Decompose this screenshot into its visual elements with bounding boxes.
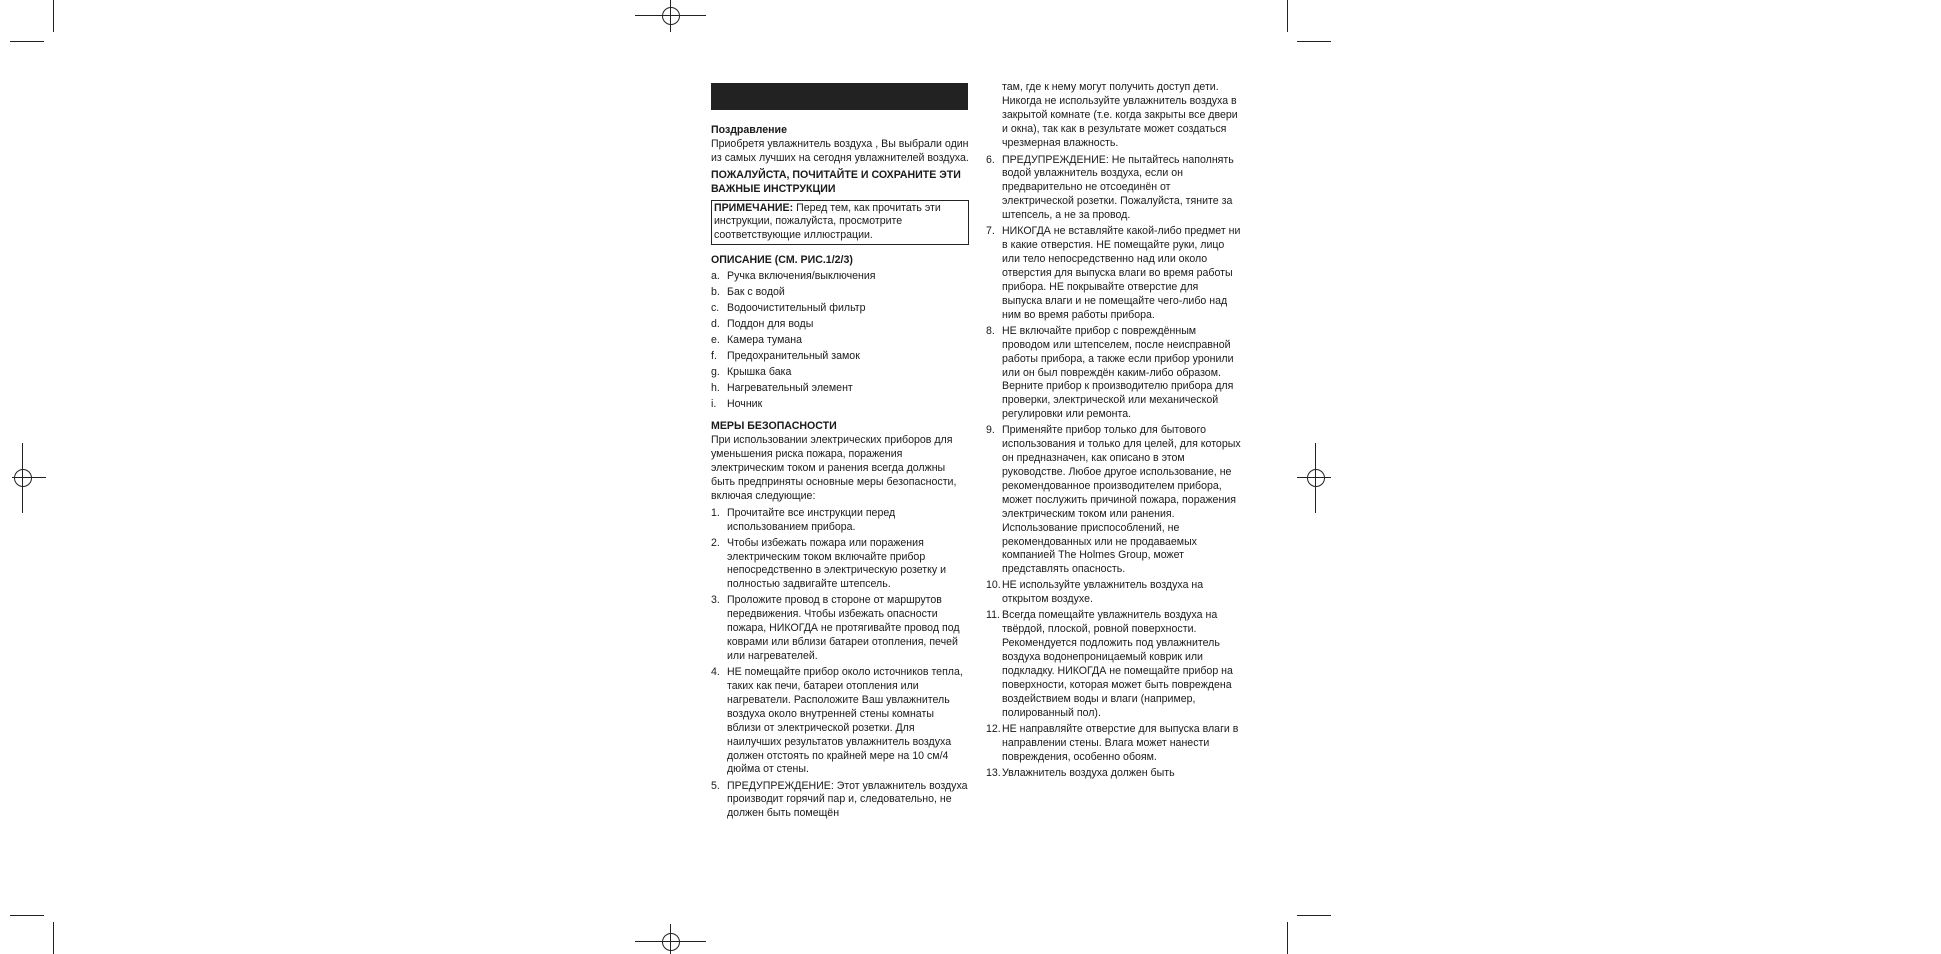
item-5-continuation: там, где к нему могут получить доступ дети. Никогда не используйте увлажнитель воздуха в закрытой комнате (т.е. когда закрыты все двери и окна), так как в результате может создаться чрезмерная влажность. — [1002, 81, 1238, 149]
description-list — [711, 270, 969, 412]
crop-mark — [1287, 922, 1288, 954]
list-item: e. Камера тумана — [711, 334, 803, 347]
safety-intro: При использовании электрических приборов для уменьшения риска пожара, поражения электрическим током и ранения всегда должны быть предприняты основные меры безопасности, включая следующие: — [711, 434, 957, 502]
list-item: i. Ночник — [711, 398, 763, 411]
list-item: c. Водоочистительный фильтр — [711, 302, 866, 315]
list-item: 1. Прочитайте все инструкции перед использованием прибора. — [711, 506, 896, 533]
crop-mark — [53, 0, 54, 32]
crop-mark — [1287, 0, 1288, 32]
list-item: 6. ПРЕДУПРЕЖДЕНИЕ: Не пытайтесь наполнять водой увлажнитель воздуха, если он предварительно не отсоединён от электрической розетки. Пожалуйста, тяните за штепсель, а не за провод. — [986, 153, 1234, 222]
list-item: 3. Проложите провод в стороне от маршрутов передвижения. Чтобы избежать опасности пожара, НИКОГДА не протягивайте провод под коврами или вблизи батареи отопления, печей или нагревателей. — [711, 594, 960, 663]
intro-text: Приобретя увлажнитель воздуха , Вы выбрали один из самых лучших на сегодня увлажнителей воздуха. — [711, 137, 969, 164]
list-item: 11. Всегда помещайте увлажнитель воздуха на твёрдой, плоской, ровной поверхности. Рекомендуется подложить под увлажнитель воздуха водонепроницаемый коврик или подкладку. НИКОГДА не помещайте прибор на поверхности, которая может быть повреждена воздействием воды и влаги (например, полированный пол). — [986, 609, 1233, 719]
list-item: 5. ПРЕДУПРЕЖДЕНИЕ: Этот увлажнитель воздуха производит горячий пар и, следовательно, не должен быть помещён — [711, 779, 968, 820]
intro-title: Поздравление — [711, 124, 787, 136]
list-item: 12. НЕ направляйте отверстие для выпуска влаги в направлении стены. Влага может нанести повреждения, особенно обоям. — [986, 722, 1239, 763]
list-item: 4. НЕ помещайте прибор около источников тепла, таких как печи, батареи отопления или нагреватели. Расположите Ваш увлажнитель воздуха около внутренней стены комнаты вблизи от электрической розетки. Для наилучших результатов увлажнитель воздуха должен отстоять по крайней мере на 10 см/4 дюйма от стены. — [711, 666, 963, 776]
safety-list-right — [986, 154, 1241, 781]
description-heading: ОПИСАНИЕ (СМ. РИС.1/2/3) — [711, 254, 853, 267]
registration-circle-bottom — [662, 933, 680, 951]
registration-circle-left — [14, 469, 32, 487]
list-item: f. Предохранительный замок — [711, 350, 860, 363]
registration-circle-top — [662, 7, 680, 25]
list-item: 9. Применяйте прибор только для бытового использования и только для целей, для которых он предназначен, как описано в этом руководстве. Любое другое использование, не рекомендованное производителем прибора, может послужить причиной пожара, поражения электрическим током или ранения. Использование приспособлений, не рекомендованных или не продаваемых компанией The Holmes Group, может представлять опасность. — [986, 424, 1241, 576]
safety-heading: МЕРЫ БЕЗОПАСНОСТИ — [711, 420, 837, 433]
crop-mark — [10, 915, 44, 916]
list-item: 10. НЕ используйте увлажнитель воздуха на открытом воздухе. — [986, 579, 1204, 606]
crop-mark — [1297, 41, 1331, 42]
list-item: 7. НИКОГДА не вставляйте какой-либо предмет ни в какие отверстия. НЕ помещайте руки, лицо или тело непосредственно над или около отверстия для выпуска влаги во время работы прибора. НЕ покрывайте отверстие для выпуска влаги и не помещайте чего-либо над ним во время работы прибора. — [986, 225, 1241, 321]
note-box — [711, 200, 969, 246]
header-bar — [711, 83, 968, 110]
right-column — [986, 81, 1241, 783]
note-label: ПРИМЕЧАНИЕ: — [714, 201, 794, 214]
list-item: 2. Чтобы избежать пожара или поражения электрическим током включайте прибор непосредственно в электрическую розетку и полностью задвигайте штепсель. — [711, 536, 947, 591]
crop-mark — [1297, 915, 1331, 916]
list-item: d. Поддон для воды — [711, 318, 814, 331]
list-item: g. Крышка бака — [711, 366, 792, 379]
list-item: b. Бак с водой — [711, 286, 785, 299]
list-item: h. Нагревательный элемент — [711, 382, 853, 395]
list-item: 8. НЕ включайте прибор с повреждённым проводом или штепселем, после неисправной работы прибора, а также если прибор уронили или он был повреждён каким-либо образом. Верните прибор к производителю прибора для проверки, электрической или механической регулировки или ремонта. — [986, 324, 1234, 421]
list-item: 13. Увлажнитель воздуха должен быть — [986, 766, 1175, 779]
list-item: a. Ручка включения/выключения — [711, 270, 876, 283]
note-text: Перед тем, как прочитать эти инструкции, пожалуйста, просмотрите соответствующие иллюстрации. — [714, 201, 941, 242]
crop-mark — [53, 922, 54, 954]
left-column — [711, 83, 969, 823]
instructions-heading: ПОЖАЛУЙСТА, ПОЧИТАЙТЕ И СОХРАНИТЕ ЭТИ ВАЖНЫЕ ИНСТРУКЦИИ — [711, 168, 961, 195]
registration-circle-right — [1307, 469, 1325, 487]
crop-mark — [10, 41, 44, 42]
safety-list-left — [711, 507, 969, 822]
